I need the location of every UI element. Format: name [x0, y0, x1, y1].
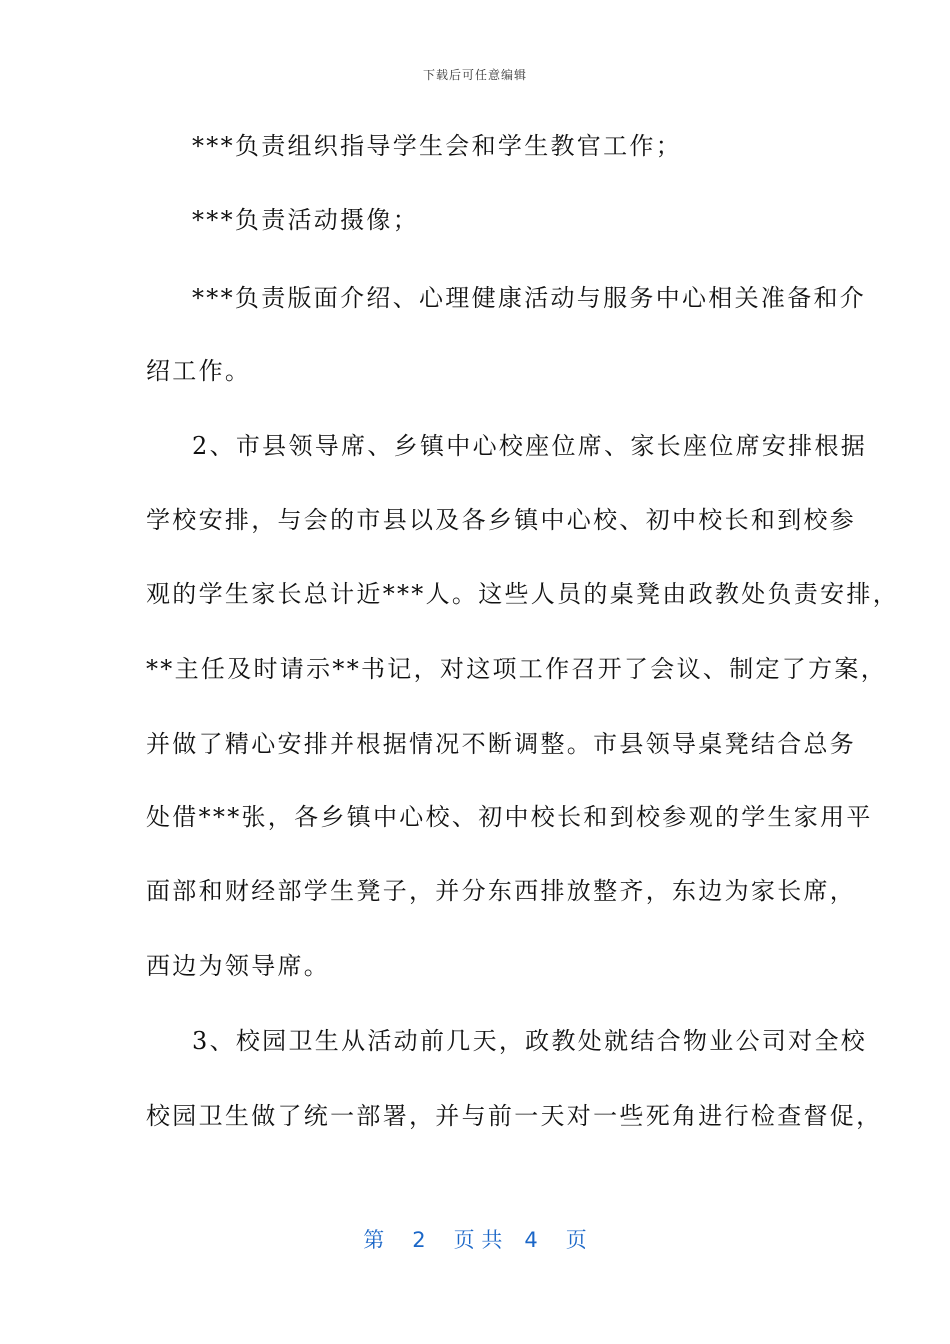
- footer-total-pages: 4: [524, 1228, 538, 1252]
- body-line: **主任及时请示**书记，对这项工作召开了会议、制定了方案，: [146, 655, 887, 683]
- body-line: 观的学生家长总计近***人。这些人员的桌凳由政教处负责安排，: [146, 580, 899, 608]
- body-line: 处借***张，各乡镇中心校、初中校长和到校参观的学生家用平: [146, 803, 873, 831]
- body-line: ***负责组织指导学生会和学生教官工作；: [192, 132, 682, 160]
- footer-ye-gong: 页 共: [453, 1228, 503, 1252]
- body-line: 并做了精心安排并根据情况不断调整。市县领导桌凳结合总务: [146, 730, 857, 758]
- body-line: ***负责活动摄像；: [192, 206, 419, 234]
- footer-di: 第: [363, 1228, 385, 1252]
- body-line: ***负责版面介绍、心理健康活动与服务中心相关准备和介: [192, 284, 867, 312]
- page-header: 下载后可任意编辑: [422, 68, 527, 82]
- body-line: 面部和财经部学生凳子，并分东西排放整齐，东边为家长席，: [146, 877, 857, 905]
- body-line: 校园卫生做了统一部署，并与前一天对一些死角进行检查督促，: [146, 1102, 883, 1130]
- page-footer: [0, 1224, 950, 1254]
- body-line: 2、市县领导席、乡镇中心校座位席、家长座位席安排根据: [192, 432, 868, 460]
- footer-ye: 页: [565, 1228, 587, 1252]
- body-line: 西边为领导席。: [146, 952, 331, 980]
- body-line: 绍工作。: [146, 357, 252, 385]
- footer-page-number: 2: [412, 1228, 426, 1252]
- body-line: 3、校园卫生从活动前几天，政教处就结合物业公司对全校: [192, 1027, 868, 1055]
- body-line: 学校安排，与会的市县以及各乡镇中心校、初中校长和到校参: [146, 506, 857, 534]
